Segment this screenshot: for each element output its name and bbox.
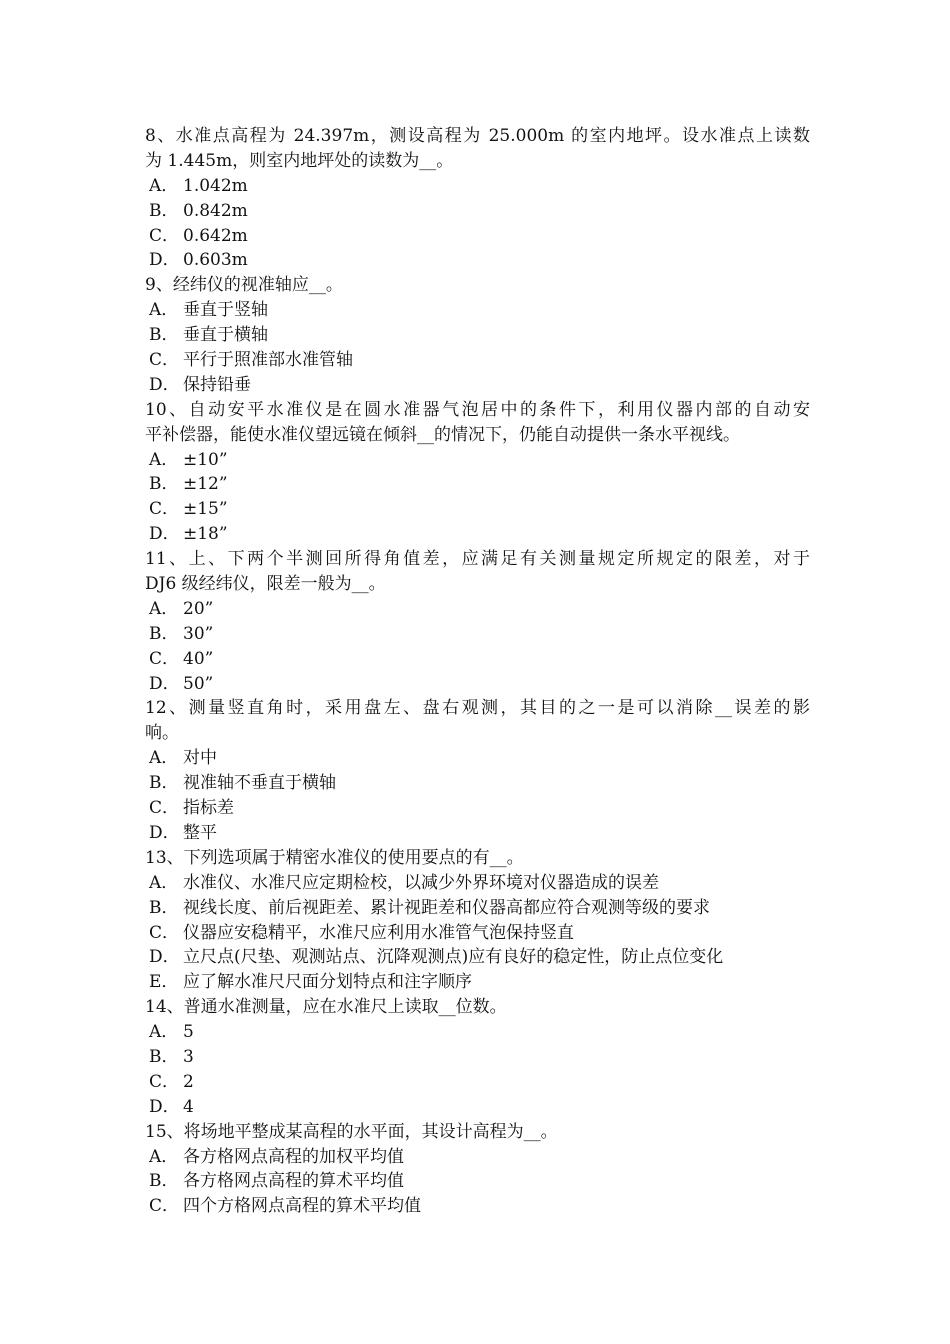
question-8-option-c (145, 224, 810, 249)
option-text: 30” (183, 623, 214, 644)
question-10 (145, 398, 810, 547)
question-9-option-c (145, 348, 810, 373)
question-10-option-d (145, 522, 810, 547)
question-10-text-line-1: 10、自动安平水准仪是在圆水准器气泡居中的条件下，利用仪器内部的自动安 (145, 399, 810, 420)
option-letter: D． (149, 374, 180, 395)
option-text: 40” (183, 648, 214, 669)
option-letter: A． (149, 872, 179, 893)
option-letter: C． (149, 1196, 180, 1217)
option-letter: C． (149, 798, 180, 819)
question-13-option-a (145, 871, 810, 896)
option-letter: D． (149, 673, 180, 694)
option-letter: A． (149, 1022, 179, 1043)
question-12-text-line-2: 响。 (145, 723, 179, 744)
option-letter: B． (149, 1046, 179, 1067)
question-13-option-e (145, 970, 810, 995)
option-text: 3 (183, 1046, 194, 1067)
option-text: 0.603m (183, 250, 248, 271)
option-text: 1.042m (183, 175, 248, 196)
question-9-option-a (145, 298, 810, 323)
question-12-option-d (145, 821, 810, 846)
option-text: 5 (183, 1022, 194, 1043)
option-text: 2 (183, 1071, 194, 1092)
question-9 (145, 273, 810, 397)
option-text: 四个方格网点高程的算术平均值 (183, 1196, 421, 1217)
option-text: 各方格网点高程的算术平均值 (183, 1171, 404, 1192)
question-11-option-b (145, 622, 810, 647)
option-text: 0.842m (183, 200, 248, 221)
option-letter: B． (149, 474, 179, 495)
question-11-text-line-2: DJ6 级经纬仪，限差一般为__。 (145, 574, 386, 595)
option-text: 仪器应安稳精平，水准尺应利用水准管气泡保持竖直 (183, 922, 574, 943)
question-12-option-b (145, 771, 810, 796)
question-10-option-c (145, 497, 810, 522)
option-text: ±10” (183, 449, 228, 470)
option-text: 垂直于竖轴 (183, 300, 268, 321)
option-letter: B． (149, 897, 179, 918)
option-letter: C． (149, 225, 180, 246)
option-letter: A． (149, 1146, 179, 1167)
question-11-text-line-1: 11、上、下两个半测回所得角值差，应满足有关测量规定所规定的限差，对于 (145, 549, 810, 570)
question-10-text-line-2: 平补偿器，能使水准仪望远镜在倾斜__的情况下，仍能自动提供一条水平视线。 (145, 424, 740, 445)
option-letter: B． (149, 200, 179, 221)
question-15-option-c (145, 1194, 810, 1219)
question-11 (145, 547, 810, 696)
question-12-text-line-1: 12、测量竖直角时，采用盘左、盘右观测，其目的之一是可以消除__误差的影 (145, 698, 810, 719)
question-14-option-a (145, 1020, 810, 1045)
option-letter: A． (149, 598, 179, 619)
option-text: 垂直于横轴 (183, 325, 268, 346)
question-11-option-c (145, 647, 810, 672)
option-text: 立尺点(尺垫、观测站点、沉降观测点)应有良好的稳定性，防止点位变化 (183, 947, 724, 968)
question-8-option-d (145, 248, 810, 273)
question-15-text-line-1: 15、将场地平整成某高程的水平面，其设计高程为__。 (145, 1121, 558, 1142)
question-14-option-b (145, 1045, 810, 1070)
option-letter: A． (149, 175, 179, 196)
option-letter: B． (149, 1171, 179, 1192)
option-text: 应了解水准尺尺面分划特点和注字顺序 (183, 972, 472, 993)
option-letter: D． (149, 822, 180, 843)
question-11-option-a (145, 597, 810, 622)
option-text: 20” (183, 598, 214, 619)
question-14-text-line-1: 14、普通水准测量，应在水准尺上读取__位数。 (145, 997, 507, 1018)
question-8-text-line-2: 为 1.445m，则室内地坪处的读数为__。 (145, 150, 454, 171)
option-text: ±12” (183, 474, 228, 495)
question-15-option-a (145, 1145, 810, 1170)
question-8-text-line-1: 8、水准点高程为 24.397m，测设高程为 25.000m 的室内地坪。设水准点上读数 (145, 126, 810, 146)
option-letter: C． (149, 648, 180, 669)
option-text: 平行于照准部水准管轴 (183, 350, 353, 371)
option-letter: B． (149, 773, 179, 794)
question-9-option-d (145, 373, 810, 398)
question-13-option-c (145, 921, 810, 946)
question-8-option-b (145, 199, 810, 224)
option-text: 保持铅垂 (183, 374, 251, 395)
option-text: ±15” (183, 499, 228, 520)
option-text: 0.642m (183, 225, 248, 246)
question-13-option-d (145, 945, 810, 970)
question-14-option-c (145, 1070, 810, 1095)
option-letter: D． (149, 524, 180, 545)
option-letter: D． (149, 947, 180, 968)
option-letter: A． (149, 449, 179, 470)
option-letter: E． (149, 972, 179, 993)
question-8-option-a (145, 174, 810, 199)
question-10-option-b (145, 472, 810, 497)
option-letter: A． (149, 748, 179, 769)
question-11-option-d (145, 672, 810, 697)
option-text: 整平 (183, 822, 217, 843)
question-9-option-b (145, 323, 810, 348)
question-9-text-line-1: 9、经纬仪的视准轴应__。 (145, 275, 343, 296)
option-letter: C． (149, 922, 180, 943)
question-14-option-d (145, 1095, 810, 1120)
option-text: 50” (183, 673, 214, 694)
option-text: 4 (183, 1096, 194, 1117)
option-letter: B． (149, 623, 179, 644)
question-13-option-b (145, 896, 810, 921)
option-text: 视线长度、前后视距差、累计视距差和仪器高都应符合观测等级的要求 (183, 897, 710, 918)
question-14 (145, 995, 810, 1119)
option-letter: D． (149, 250, 180, 271)
question-12-option-c (145, 796, 810, 821)
option-letter: C． (149, 499, 180, 520)
option-text: 水准仪、水准尺应定期检校，以减少外界环境对仪器造成的误差 (183, 872, 659, 893)
question-13-text-line-1: 13、下列选项属于精密水准仪的使用要点的有__。 (145, 847, 524, 868)
question-12 (145, 696, 810, 845)
question-8 (145, 124, 810, 273)
option-text: 视准轴不垂直于横轴 (183, 773, 336, 794)
question-12-option-a (145, 746, 810, 771)
option-letter: C． (149, 350, 180, 371)
document-page (145, 124, 810, 1219)
question-15-option-b (145, 1169, 810, 1194)
option-text: 各方格网点高程的加权平均值 (183, 1146, 404, 1167)
option-text: ±18” (183, 524, 228, 545)
option-text: 对中 (183, 748, 217, 769)
option-text: 指标差 (183, 798, 234, 819)
question-10-option-a (145, 448, 810, 473)
option-letter: C． (149, 1071, 180, 1092)
option-letter: A． (149, 300, 179, 321)
option-letter: B． (149, 325, 179, 346)
option-letter: D． (149, 1096, 180, 1117)
question-15 (145, 1120, 810, 1220)
question-13 (145, 846, 810, 995)
